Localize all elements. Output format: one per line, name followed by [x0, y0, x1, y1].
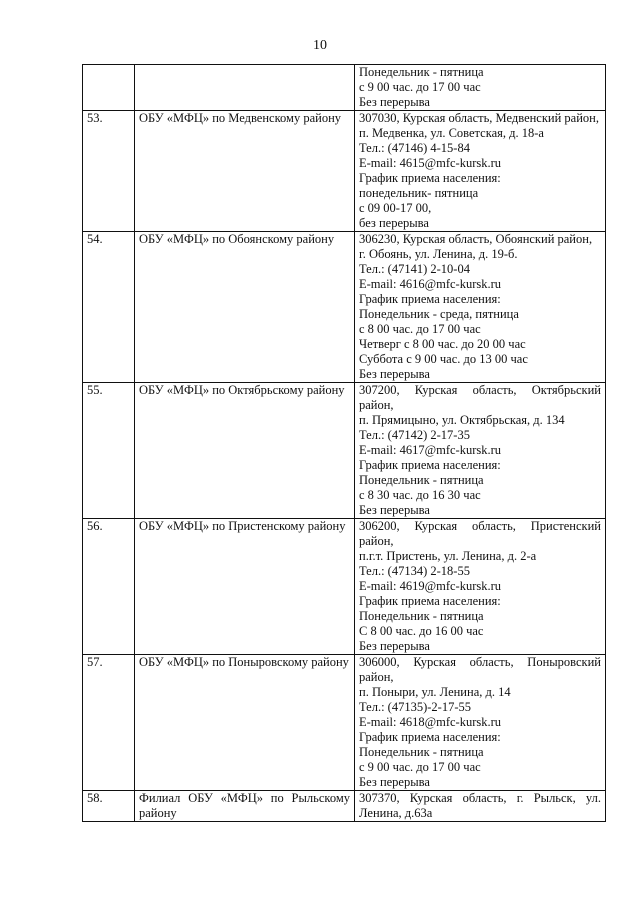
organization-cell: ОБУ «МФЦ» по Поныровскому району	[135, 655, 355, 791]
email: E-mail: 4619@mfc-kursk.ru	[359, 579, 502, 593]
schedule-break: Без перерыва	[359, 639, 430, 653]
organization-cell: ОБУ «МФЦ» по Октябрьскому району	[135, 383, 355, 519]
address-street: п. Поныри, ул. Ленина, д. 14	[359, 685, 511, 699]
schedule-hours: с 09 00-17 00,	[359, 201, 432, 215]
schedule-heading: График приема населения:	[359, 292, 501, 306]
schedule-hours: с 9 00 час. до 17 00 час	[359, 80, 481, 94]
schedule-hours: с 8 30 час. до 16 30 час	[359, 488, 481, 502]
address-region: 307030, Курская область, Медвенский район,	[359, 111, 599, 125]
contact-info-cell	[355, 111, 606, 232]
row-number-cell: 53.	[83, 111, 135, 232]
organization-cell: ОБУ «МФЦ» по Медвенскому району	[135, 111, 355, 232]
address-region: 306000, Курская область, Поныровский район,	[359, 655, 601, 684]
row-number-cell: 54.	[83, 232, 135, 383]
table-row	[83, 232, 606, 383]
address-street: п. Прямицыно, ул. Октябрьская, д. 134	[359, 413, 565, 427]
schedule-break: Без перерыва	[359, 503, 430, 517]
contact-info-cell	[355, 232, 606, 383]
phone: Тел.: (47146) 4-15-84	[359, 141, 470, 155]
schedule-thursday: Четверг с 8 00 час. до 20 00 час	[359, 337, 526, 351]
row-number-cell	[83, 65, 135, 111]
row-number-cell: 56.	[83, 519, 135, 655]
schedule-break: Без перерыва	[359, 367, 430, 381]
address-street: г. Обоянь, ул. Ленина, д. 19-б.	[359, 247, 518, 261]
email: E-mail: 4616@mfc-kursk.ru	[359, 277, 502, 291]
page-number: 10	[313, 38, 327, 53]
address-region: 306200, Курская область, Пристенский район,	[359, 519, 601, 548]
organization-cell: Филиал ОБУ «МФЦ» по Рыльскому району	[135, 791, 355, 822]
schedule-hours: с 8 00 час. до 17 00 час	[359, 322, 481, 336]
row-number-cell: 57.	[83, 655, 135, 791]
table-row	[83, 65, 606, 111]
email: E-mail: 4617@mfc-kursk.ru	[359, 443, 502, 457]
schedule-break: Без перерыва	[359, 775, 430, 789]
schedule-hours: с 9 00 час. до 17 00 час	[359, 760, 481, 774]
schedule-hours: С 8 00 час. до 16 00 час	[359, 624, 484, 638]
schedule-heading: График приема населения:	[359, 171, 501, 185]
table-row	[83, 383, 606, 519]
contact-info-cell	[355, 519, 606, 655]
table-row	[83, 111, 606, 232]
schedule-break: Без перерыва	[359, 95, 430, 109]
contact-info-cell	[355, 791, 606, 822]
row-number-cell: 55.	[83, 383, 135, 519]
schedule-heading: График приема населения:	[359, 730, 501, 744]
address-region: 307370, Курская область, г. Рыльск, ул. Ленина, д.63а	[359, 791, 601, 820]
mfc-registry-table	[82, 64, 606, 822]
phone: Тел.: (47135)-2-17-55	[359, 700, 471, 714]
contact-info-cell	[355, 655, 606, 791]
email: E-mail: 4615@mfc-kursk.ru	[359, 156, 502, 170]
table-row	[83, 655, 606, 791]
organization-cell: ОБУ «МФЦ» по Обоянскому району	[135, 232, 355, 383]
schedule-days: Понедельник - пятница	[359, 609, 484, 623]
contact-info-cell	[355, 65, 606, 111]
schedule-saturday: Суббота с 9 00 час. до 13 00 час	[359, 352, 528, 366]
phone: Тел.: (47142) 2-17-35	[359, 428, 470, 442]
address-region: 307200, Курская область, Октябрьский район,	[359, 383, 601, 412]
address-street: п. Медвенка, ул. Советская, д. 18-а	[359, 126, 544, 140]
row-number-cell: 58.	[83, 791, 135, 822]
schedule-days: Понедельник - среда, пятница	[359, 307, 519, 321]
schedule-days: Понедельник - пятница	[359, 65, 484, 79]
schedule-heading: График приема населения:	[359, 458, 501, 472]
organization-cell	[135, 65, 355, 111]
address-region: 306230, Курская область, Обоянский район,	[359, 232, 593, 246]
contact-info-cell	[355, 383, 606, 519]
phone: Тел.: (47141) 2-10-04	[359, 262, 470, 276]
phone: Тел.: (47134) 2-18-55	[359, 564, 470, 578]
table-row	[83, 519, 606, 655]
schedule-break: без перерыва	[359, 216, 429, 230]
schedule-days: понедельник- пятница	[359, 186, 479, 200]
table-row	[83, 791, 606, 822]
schedule-days: Понедельник - пятница	[359, 745, 484, 759]
organization-cell: ОБУ «МФЦ» по Пристенскому району	[135, 519, 355, 655]
email: E-mail: 4618@mfc-kursk.ru	[359, 715, 502, 729]
address-street: п.г.т. Пристень, ул. Ленина, д. 2-а	[359, 549, 537, 563]
schedule-days: Понедельник - пятница	[359, 473, 484, 487]
schedule-heading: График приема населения:	[359, 594, 501, 608]
